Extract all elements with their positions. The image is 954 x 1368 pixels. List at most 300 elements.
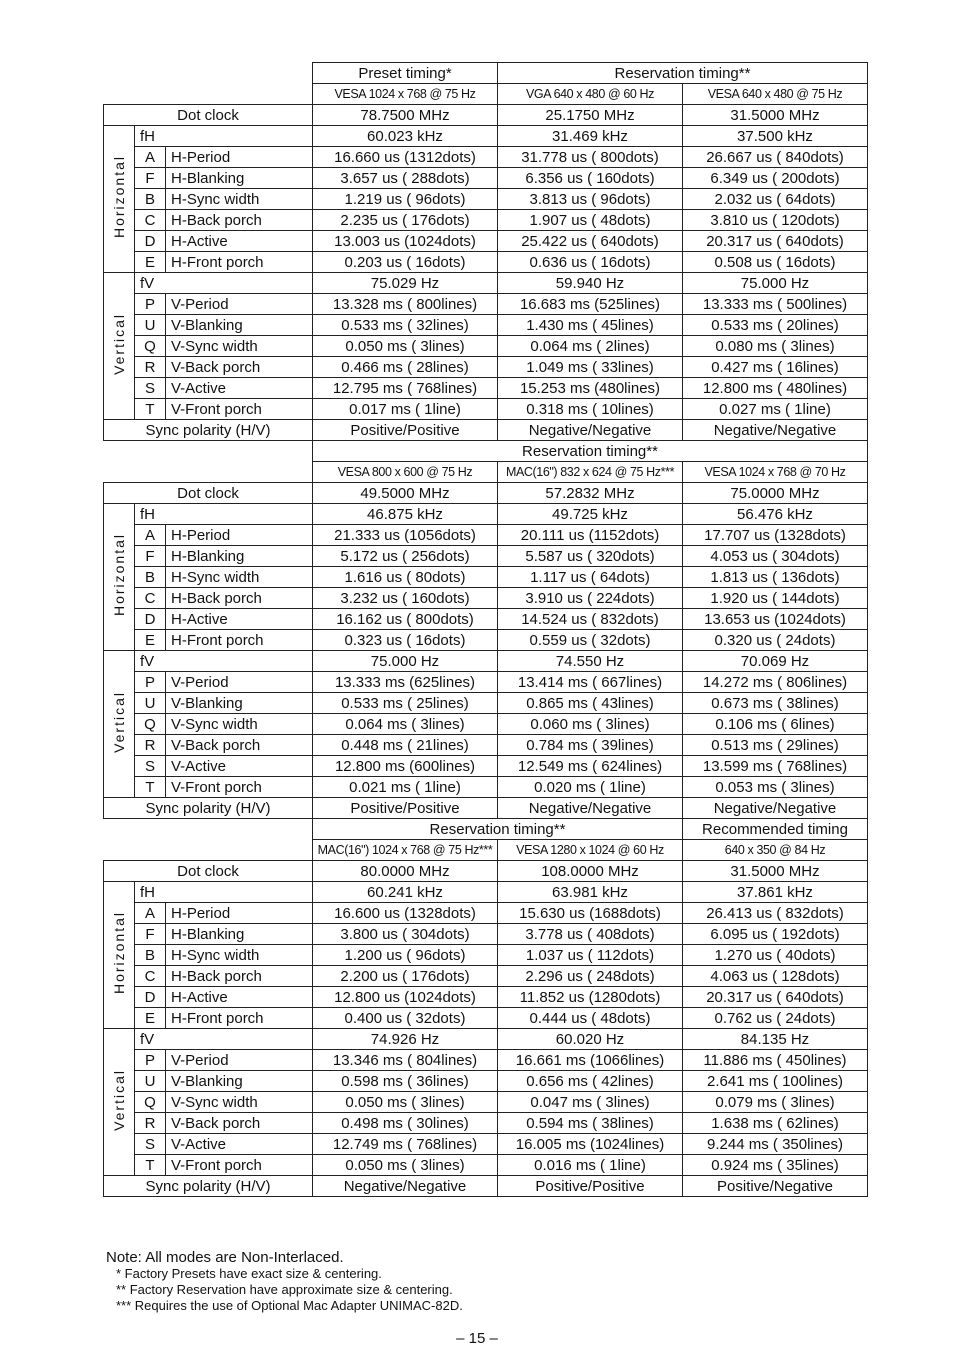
- mode-header-row: [104, 462, 868, 483]
- group-header: Reservation timing**: [313, 819, 683, 840]
- vertical-label: Vertical: [110, 690, 127, 753]
- param-value: 0.598 ms ( 36lines): [313, 1071, 498, 1092]
- dot-clock-value: 80.0000 MHz: [313, 861, 498, 882]
- mode-name: VESA 800 x 600 @ 75 Hz: [313, 462, 498, 483]
- fh-row: [104, 126, 868, 147]
- page-number: – 15 –: [456, 1330, 498, 1347]
- param-letter: Q: [135, 336, 166, 357]
- fh-value: 63.981 kHz: [498, 882, 683, 903]
- sync-polarity-label: Sync polarity (H/V): [104, 1176, 313, 1197]
- dot-clock-value: 78.7500 MHz: [313, 105, 498, 126]
- param-value: 2.296 us ( 248dots): [498, 966, 683, 987]
- sync-polarity-label: Sync polarity (H/V): [104, 420, 313, 441]
- dot-clock-value: 75.0000 MHz: [683, 483, 868, 504]
- param-name: V-Blanking: [166, 693, 313, 714]
- dot-clock-value: 31.5000 MHz: [683, 861, 868, 882]
- dot-clock-value: 108.0000 MHz: [498, 861, 683, 882]
- blank-cell: [104, 63, 313, 84]
- param-value: 0.060 ms ( 3lines): [498, 714, 683, 735]
- param-name: V-Blanking: [166, 1071, 313, 1092]
- param-value: 2.200 us ( 176dots): [313, 966, 498, 987]
- param-value: 1.200 us ( 96dots): [313, 945, 498, 966]
- dot-clock-label: Dot clock: [104, 483, 313, 504]
- param-value: 0.427 ms ( 16lines): [683, 357, 868, 378]
- param-value: 0.050 ms ( 3lines): [313, 1092, 498, 1113]
- mode-name: MAC(16") 832 x 624 @ 75 Hz***: [498, 462, 683, 483]
- param-value: 12.795 ms ( 768lines): [313, 378, 498, 399]
- param-name: H-Active: [166, 231, 313, 252]
- fh-value: 31.469 kHz: [498, 126, 683, 147]
- vertical-group-label: [104, 1029, 135, 1176]
- fv-value: 74.550 Hz: [498, 651, 683, 672]
- param-value: 0.050 ms ( 3lines): [313, 1155, 498, 1176]
- param-value: 1.270 us ( 40dots): [683, 945, 868, 966]
- param-value: 11.852 us (1280dots): [498, 987, 683, 1008]
- fh-value: 60.023 kHz: [313, 126, 498, 147]
- vertical-label: Vertical: [110, 1068, 127, 1131]
- param-value: 11.886 ms ( 450lines): [683, 1050, 868, 1071]
- param-value: 6.349 us ( 200dots): [683, 168, 868, 189]
- horizontal-group-label: [104, 882, 135, 1029]
- h-param-row: [104, 966, 868, 987]
- param-letter: S: [135, 1134, 166, 1155]
- param-value: 0.784 ms ( 39lines): [498, 735, 683, 756]
- fh-value: 46.875 kHz: [313, 504, 498, 525]
- param-value: 16.661 ms (1066lines): [498, 1050, 683, 1071]
- param-name: H-Sync width: [166, 567, 313, 588]
- fv-row: [104, 1029, 868, 1050]
- param-value: 20.111 us (1152dots): [498, 525, 683, 546]
- v-param-row: [104, 1155, 868, 1176]
- param-value: 0.444 us ( 48dots): [498, 1008, 683, 1029]
- param-value: 1.117 us ( 64dots): [498, 567, 683, 588]
- param-letter: F: [135, 168, 166, 189]
- param-value: 12.800 ms (600lines): [313, 756, 498, 777]
- dot-clock-label: Dot clock: [104, 105, 313, 126]
- param-value: 0.047 ms ( 3lines): [498, 1092, 683, 1113]
- v-param-row: [104, 693, 868, 714]
- mode-name: VESA 1024 x 768 @ 75 Hz: [313, 84, 498, 105]
- param-value: 1.430 ms ( 45lines): [498, 315, 683, 336]
- param-value: 13.333 ms ( 500lines): [683, 294, 868, 315]
- param-value: 25.422 us ( 640dots): [498, 231, 683, 252]
- param-value: 0.203 us ( 16dots): [313, 252, 498, 273]
- param-value: 12.800 us (1024dots): [313, 987, 498, 1008]
- param-value: 15.630 us (1688dots): [498, 903, 683, 924]
- blank-cell: [104, 840, 313, 861]
- h-param-row: [104, 168, 868, 189]
- param-value: 6.356 us ( 160dots): [498, 168, 683, 189]
- param-value: 0.673 ms ( 38lines): [683, 693, 868, 714]
- param-name: V-Back porch: [166, 1113, 313, 1134]
- param-value: 13.414 ms ( 667lines): [498, 672, 683, 693]
- param-letter: F: [135, 546, 166, 567]
- param-value: 0.027 ms ( 1line): [683, 399, 868, 420]
- param-value: 0.865 ms ( 43lines): [498, 693, 683, 714]
- h-param-row: [104, 147, 868, 168]
- param-name: V-Sync width: [166, 336, 313, 357]
- param-letter: U: [135, 315, 166, 336]
- dot-clock-value: 57.2832 MHz: [498, 483, 683, 504]
- h-param-row: [104, 546, 868, 567]
- param-name: V-Active: [166, 378, 313, 399]
- v-param-row: [104, 357, 868, 378]
- timing-table: [103, 62, 868, 1197]
- h-param-row: [104, 525, 868, 546]
- h-param-row: [104, 1008, 868, 1029]
- param-letter: R: [135, 1113, 166, 1134]
- fv-value: 70.069 Hz: [683, 651, 868, 672]
- param-letter: C: [135, 210, 166, 231]
- param-value: 16.683 ms (525lines): [498, 294, 683, 315]
- mode-header-row: [104, 84, 868, 105]
- param-value: 1.813 us ( 136dots): [683, 567, 868, 588]
- h-param-row: [104, 630, 868, 651]
- sync-polarity-value: Negative/Negative: [498, 420, 683, 441]
- param-value: 3.657 us ( 288dots): [313, 168, 498, 189]
- param-value: 0.064 ms ( 2lines): [498, 336, 683, 357]
- h-param-row: [104, 609, 868, 630]
- fv-label: fV: [135, 1029, 313, 1050]
- group-header-row: [104, 819, 868, 840]
- param-name: H-Period: [166, 525, 313, 546]
- blank-cell: [104, 462, 313, 483]
- fv-label: fV: [135, 651, 313, 672]
- fv-value: 75.029 Hz: [313, 273, 498, 294]
- param-letter: P: [135, 294, 166, 315]
- param-value: 16.162 us ( 800dots): [313, 609, 498, 630]
- param-value: 1.616 us ( 80dots): [313, 567, 498, 588]
- param-value: 0.020 ms ( 1line): [498, 777, 683, 798]
- dot-clock-row: [104, 105, 868, 126]
- param-name: H-Sync width: [166, 189, 313, 210]
- param-letter: B: [135, 567, 166, 588]
- param-value: 0.053 ms ( 3lines): [683, 777, 868, 798]
- param-value: 13.346 ms ( 804lines): [313, 1050, 498, 1071]
- v-param-row: [104, 378, 868, 399]
- v-param-row: [104, 735, 868, 756]
- mode-name: VESA 640 x 480 @ 75 Hz: [683, 84, 868, 105]
- group-header: Reservation timing**: [313, 441, 868, 462]
- param-value: 17.707 us (1328dots): [683, 525, 868, 546]
- param-name: V-Front porch: [166, 777, 313, 798]
- v-param-row: [104, 777, 868, 798]
- fh-value: 37.861 kHz: [683, 882, 868, 903]
- v-param-row: [104, 1071, 868, 1092]
- param-name: V-Active: [166, 1134, 313, 1155]
- sync-polarity-label: Sync polarity (H/V): [104, 798, 313, 819]
- param-value: 13.003 us (1024dots): [313, 231, 498, 252]
- param-value: 13.333 ms (625lines): [313, 672, 498, 693]
- sync-polarity-value: Positive/Negative: [683, 1176, 868, 1197]
- group-header: Reservation timing**: [498, 63, 868, 84]
- horizontal-group-label: [104, 504, 135, 651]
- param-letter: A: [135, 147, 166, 168]
- param-name: H-Back porch: [166, 966, 313, 987]
- param-value: 0.513 ms ( 29lines): [683, 735, 868, 756]
- group-header: Recommended timing: [683, 819, 868, 840]
- param-value: 16.005 ms (1024lines): [498, 1134, 683, 1155]
- vertical-group-label: [104, 273, 135, 420]
- param-letter: S: [135, 378, 166, 399]
- fh-row: [104, 504, 868, 525]
- param-letter: P: [135, 1050, 166, 1071]
- v-param-row: [104, 1092, 868, 1113]
- param-letter: T: [135, 1155, 166, 1176]
- param-letter: B: [135, 189, 166, 210]
- param-value: 1.638 ms ( 62lines): [683, 1113, 868, 1134]
- mode-name: VESA 1280 x 1024 @ 60 Hz: [498, 840, 683, 861]
- param-value: 1.219 us ( 96dots): [313, 189, 498, 210]
- fh-value: 60.241 kHz: [313, 882, 498, 903]
- vertical-group-label: [104, 651, 135, 798]
- param-letter: Q: [135, 714, 166, 735]
- dot-clock-value: 49.5000 MHz: [313, 483, 498, 504]
- notes: [106, 1250, 463, 1314]
- param-value: 14.524 us ( 832dots): [498, 609, 683, 630]
- param-value: 0.079 ms ( 3lines): [683, 1092, 868, 1113]
- h-param-row: [104, 231, 868, 252]
- param-name: V-Period: [166, 672, 313, 693]
- fv-value: 59.940 Hz: [498, 273, 683, 294]
- h-param-row: [104, 903, 868, 924]
- fv-value: 75.000 Hz: [683, 273, 868, 294]
- param-name: V-Sync width: [166, 1092, 313, 1113]
- param-value: 0.400 us ( 32dots): [313, 1008, 498, 1029]
- dot-clock-value: 25.1750 MHz: [498, 105, 683, 126]
- v-param-row: [104, 714, 868, 735]
- vertical-label: Vertical: [110, 312, 127, 375]
- param-value: 3.800 us ( 304dots): [313, 924, 498, 945]
- param-letter: T: [135, 777, 166, 798]
- dot-clock-row: [104, 483, 868, 504]
- mode-name: VESA 1024 x 768 @ 70 Hz: [683, 462, 868, 483]
- param-letter: F: [135, 924, 166, 945]
- param-value: 3.232 us ( 160dots): [313, 588, 498, 609]
- param-value: 12.549 ms ( 624lines): [498, 756, 683, 777]
- param-name: V-Front porch: [166, 399, 313, 420]
- param-value: 0.533 ms ( 20lines): [683, 315, 868, 336]
- param-value: 5.587 us ( 320dots): [498, 546, 683, 567]
- param-value: 2.235 us ( 176dots): [313, 210, 498, 231]
- param-value: 3.778 us ( 408dots): [498, 924, 683, 945]
- param-value: 0.320 us ( 24dots): [683, 630, 868, 651]
- param-name: H-Blanking: [166, 924, 313, 945]
- fv-row: [104, 273, 868, 294]
- param-letter: R: [135, 735, 166, 756]
- sync-polarity-value: Negative/Negative: [498, 798, 683, 819]
- param-letter: R: [135, 357, 166, 378]
- param-value: 0.016 ms ( 1line): [498, 1155, 683, 1176]
- param-value: 9.244 ms ( 350lines): [683, 1134, 868, 1155]
- param-letter: D: [135, 987, 166, 1008]
- horizontal-label: Horizontal: [110, 532, 127, 617]
- param-letter: U: [135, 693, 166, 714]
- param-letter: D: [135, 231, 166, 252]
- param-name: V-Sync width: [166, 714, 313, 735]
- h-param-row: [104, 945, 868, 966]
- param-value: 0.636 us ( 16dots): [498, 252, 683, 273]
- param-value: 1.907 us ( 48dots): [498, 210, 683, 231]
- param-name: V-Back porch: [166, 735, 313, 756]
- sync-polarity-value: Negative/Negative: [683, 420, 868, 441]
- footnote-2: ** Factory Reservation have approximate size & centering.: [116, 1282, 453, 1297]
- fh-label: fH: [135, 882, 313, 903]
- blank-cell: [104, 819, 313, 840]
- param-letter: E: [135, 252, 166, 273]
- param-name: H-Blanking: [166, 546, 313, 567]
- v-param-row: [104, 756, 868, 777]
- param-name: H-Back porch: [166, 210, 313, 231]
- param-letter: S: [135, 756, 166, 777]
- param-value: 3.810 us ( 120dots): [683, 210, 868, 231]
- v-param-row: [104, 1134, 868, 1155]
- param-name: H-Active: [166, 987, 313, 1008]
- param-name: H-Back porch: [166, 588, 313, 609]
- param-value: 1.049 ms ( 33lines): [498, 357, 683, 378]
- param-letter: C: [135, 966, 166, 987]
- param-letter: T: [135, 399, 166, 420]
- param-name: H-Front porch: [166, 252, 313, 273]
- param-value: 13.328 ms ( 800lines): [313, 294, 498, 315]
- param-letter: C: [135, 588, 166, 609]
- v-param-row: [104, 672, 868, 693]
- fh-value: 56.476 kHz: [683, 504, 868, 525]
- h-param-row: [104, 252, 868, 273]
- param-value: 3.813 us ( 96dots): [498, 189, 683, 210]
- param-value: 26.413 us ( 832dots): [683, 903, 868, 924]
- blank-cell: [104, 84, 313, 105]
- param-name: H-Sync width: [166, 945, 313, 966]
- param-value: 2.641 ms ( 100lines): [683, 1071, 868, 1092]
- sync-polarity-row: [104, 420, 868, 441]
- param-name: H-Blanking: [166, 168, 313, 189]
- h-param-row: [104, 567, 868, 588]
- param-value: 0.106 ms ( 6lines): [683, 714, 868, 735]
- mode-name: 640 x 350 @ 84 Hz: [683, 840, 868, 861]
- v-param-row: [104, 399, 868, 420]
- param-letter: P: [135, 672, 166, 693]
- group-header-row: [104, 441, 868, 462]
- h-param-row: [104, 987, 868, 1008]
- fv-value: 84.135 Hz: [683, 1029, 868, 1050]
- param-value: 0.050 ms ( 3lines): [313, 336, 498, 357]
- param-value: 21.333 us (1056dots): [313, 525, 498, 546]
- v-param-row: [104, 315, 868, 336]
- param-value: 20.317 us ( 640dots): [683, 987, 868, 1008]
- param-value: 0.656 ms ( 42lines): [498, 1071, 683, 1092]
- sync-polarity-value: Negative/Negative: [313, 1176, 498, 1197]
- param-value: 0.021 ms ( 1line): [313, 777, 498, 798]
- param-name: H-Period: [166, 147, 313, 168]
- param-value: 0.559 us ( 32dots): [498, 630, 683, 651]
- param-letter: U: [135, 1071, 166, 1092]
- param-value: 0.080 ms ( 3lines): [683, 336, 868, 357]
- param-value: 5.172 us ( 256dots): [313, 546, 498, 567]
- param-value: 0.017 ms ( 1line): [313, 399, 498, 420]
- param-name: V-Blanking: [166, 315, 313, 336]
- param-value: 4.063 us ( 128dots): [683, 966, 868, 987]
- param-value: 1.920 us ( 144dots): [683, 588, 868, 609]
- param-letter: Q: [135, 1092, 166, 1113]
- group-header-row: [104, 63, 868, 84]
- param-value: 0.533 ms ( 32lines): [313, 315, 498, 336]
- param-letter: A: [135, 525, 166, 546]
- param-value: 12.749 ms ( 768lines): [313, 1134, 498, 1155]
- group-header: Preset timing*: [313, 63, 498, 84]
- param-value: 1.037 us ( 112dots): [498, 945, 683, 966]
- fv-row: [104, 651, 868, 672]
- v-param-row: [104, 294, 868, 315]
- param-value: 14.272 ms ( 806lines): [683, 672, 868, 693]
- sync-polarity-value: Positive/Positive: [498, 1176, 683, 1197]
- mode-name: VGA 640 x 480 @ 60 Hz: [498, 84, 683, 105]
- footnote-1: * Factory Presets have exact size & centering.: [116, 1266, 382, 1281]
- param-name: V-Period: [166, 1050, 313, 1071]
- param-letter: E: [135, 1008, 166, 1029]
- footnote-3: *** Requires the use of Optional Mac Adapter UNIMAC-82D.: [116, 1298, 463, 1313]
- sync-polarity-value: Positive/Positive: [313, 420, 498, 441]
- mode-name: MAC(16") 1024 x 768 @ 75 Hz***: [313, 840, 498, 861]
- param-value: 0.508 us ( 16dots): [683, 252, 868, 273]
- dot-clock-value: 31.5000 MHz: [683, 105, 868, 126]
- param-letter: A: [135, 903, 166, 924]
- sync-polarity-row: [104, 798, 868, 819]
- h-param-row: [104, 210, 868, 231]
- param-value: 16.660 us (1312dots): [313, 147, 498, 168]
- fh-value: 37.500 kHz: [683, 126, 868, 147]
- fv-value: 74.926 Hz: [313, 1029, 498, 1050]
- v-param-row: [104, 1050, 868, 1071]
- dot-clock-label: Dot clock: [104, 861, 313, 882]
- param-name: H-Active: [166, 609, 313, 630]
- param-value: 26.667 us ( 840dots): [683, 147, 868, 168]
- h-param-row: [104, 189, 868, 210]
- param-value: 0.594 ms ( 38lines): [498, 1113, 683, 1134]
- sync-polarity-value: Negative/Negative: [683, 798, 868, 819]
- param-name: H-Front porch: [166, 630, 313, 651]
- param-value: 4.053 us ( 304dots): [683, 546, 868, 567]
- param-value: 0.762 us ( 24dots): [683, 1008, 868, 1029]
- fv-value: 75.000 Hz: [313, 651, 498, 672]
- param-value: 0.064 ms ( 3lines): [313, 714, 498, 735]
- param-value: 0.448 ms ( 21lines): [313, 735, 498, 756]
- param-name: V-Back porch: [166, 357, 313, 378]
- param-value: 2.032 us ( 64dots): [683, 189, 868, 210]
- fv-label: fV: [135, 273, 313, 294]
- horizontal-group-label: [104, 126, 135, 273]
- h-param-row: [104, 924, 868, 945]
- horizontal-label: Horizontal: [110, 154, 127, 239]
- param-letter: D: [135, 609, 166, 630]
- fh-label: fH: [135, 504, 313, 525]
- fh-label: fH: [135, 126, 313, 147]
- blank-cell: [104, 441, 313, 462]
- param-letter: B: [135, 945, 166, 966]
- param-value: 6.095 us ( 192dots): [683, 924, 868, 945]
- sync-polarity-value: Positive/Positive: [313, 798, 498, 819]
- param-value: 0.533 ms ( 25lines): [313, 693, 498, 714]
- param-value: 31.778 us ( 800dots): [498, 147, 683, 168]
- param-value: 0.318 ms ( 10lines): [498, 399, 683, 420]
- timing-tables: [103, 62, 867, 1197]
- param-name: H-Front porch: [166, 1008, 313, 1029]
- param-name: H-Period: [166, 903, 313, 924]
- param-value: 13.599 ms ( 768lines): [683, 756, 868, 777]
- sync-polarity-row: [104, 1176, 868, 1197]
- param-value: 15.253 ms (480lines): [498, 378, 683, 399]
- param-value: 12.800 ms ( 480lines): [683, 378, 868, 399]
